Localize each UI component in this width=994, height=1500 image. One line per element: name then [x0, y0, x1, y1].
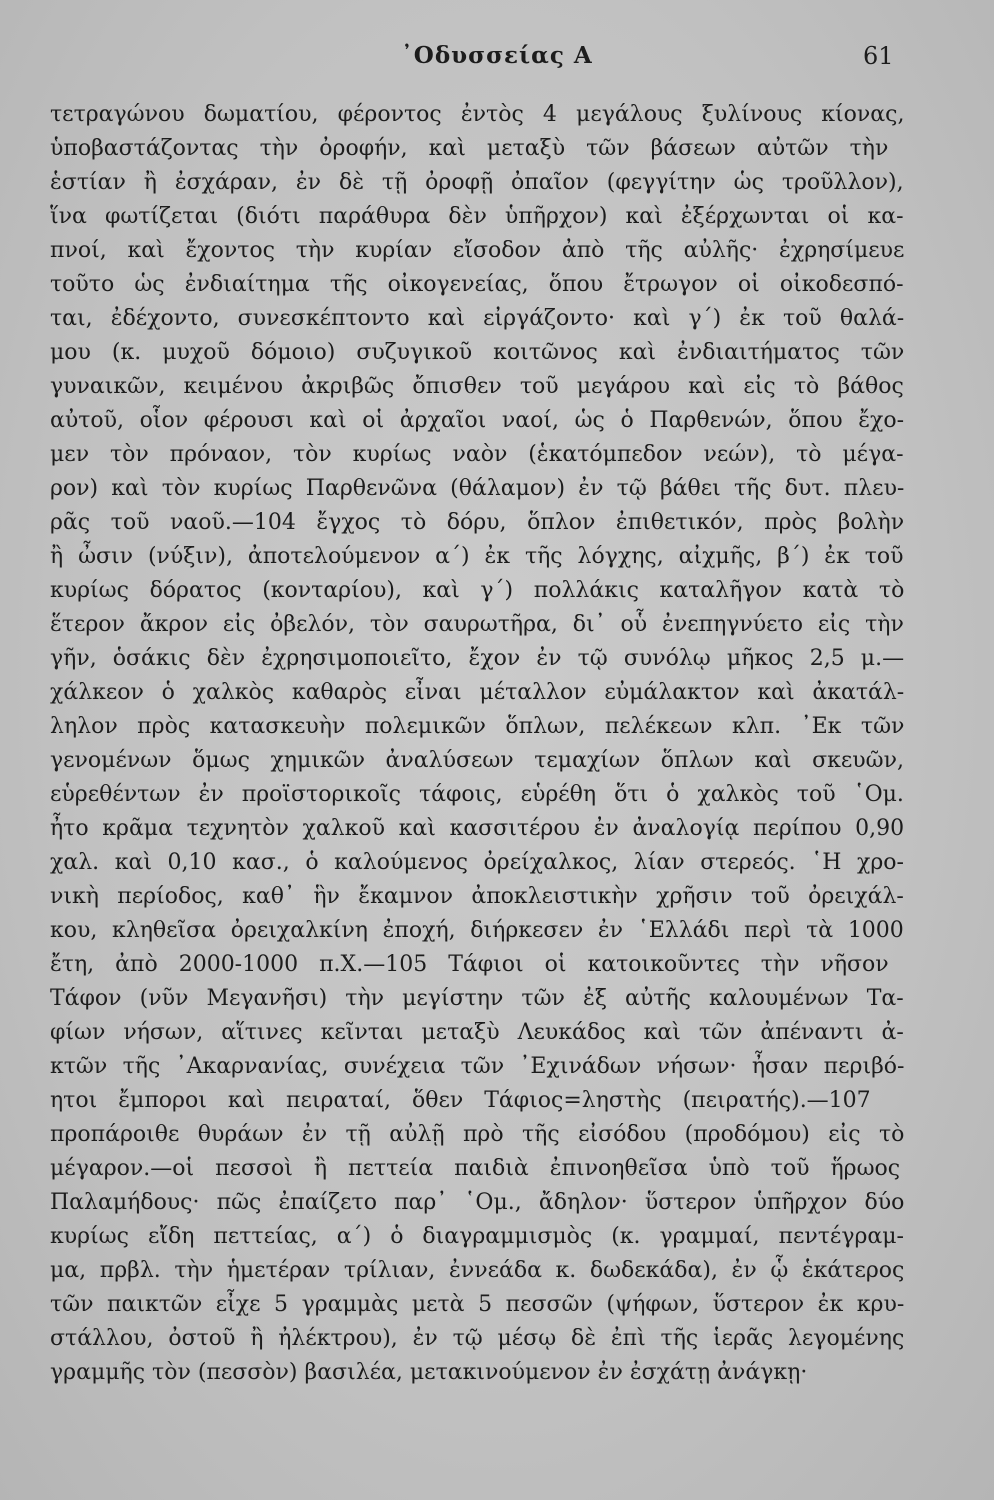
text-line: κτῶν τῆς ᾿Ακαρνανίας, συνέχεια τῶν ᾿Εχινάδων νήσων· ἦσαν περιβό- [50, 1054, 904, 1079]
text-line: ἔτη, ἀπὸ 2000-1000 π.Χ.—105 Τάφιοι οἱ κατοικοῦντες τὴν νῆσον [50, 952, 889, 977]
text-line: ἦτο κρᾶμα τεχνητὸν χαλκοῦ καὶ κασσιτέρου ἐν ἀναλογίᾳ περίπου 0,90 [50, 816, 904, 841]
text-line: κυρίως δόρατος (κονταρίου), καὶ γ΄) πολλάκις καταλῆγον κατὰ τὸ [50, 578, 904, 603]
text-line: ὑποβαστάζοντας τὴν ὀροφήν, καὶ μεταξὺ τῶν βάσεων αὐτῶν τὴν [50, 136, 889, 161]
text-line: χαλ. καὶ 0,10 κασ., ὁ καλούμενος ὀρείχαλκος, λίαν στερεός. ῾Η χρο- [50, 850, 904, 875]
text-line: μου (κ. μυχοῦ δόμοιο) συζυγικοῦ κοιτῶνος καὶ ἐνδιαιτήματος τῶν [50, 340, 904, 365]
text-line: μέγαρον.—οἱ πεσσοὶ ἢ πεττεία παιδιὰ ἐπινοηθεῖσα ὑπὸ τοῦ ἥρωος [50, 1156, 901, 1181]
text-line: ἵνα φωτίζεται (διότι παράθυρα δὲν ὑπῆρχον) καὶ ἐξέρχωνται οἱ κα- [50, 204, 904, 229]
page-number: 61 [863, 42, 894, 70]
text-line: γενομένων ὅμως χημικῶν ἀναλύσεων τεμαχίων ὅπλων καὶ σκευῶν, [50, 748, 904, 773]
text-line: εὑρεθέντων ἐν προϊστορικοῖς τάφοις, εὑρέθη ὅτι ὁ χαλκὸς τοῦ ῾Ομ. [50, 782, 904, 807]
text-line: πνοί, καὶ ἔχοντος τὴν κυρίαν εἴσοδον ἀπὸ τῆς αὐλῆς· ἐχρησίμευε [50, 238, 904, 263]
text-line: ρον) καὶ τὸν κυρίως Παρθενῶνα (θάλαμον) ἐν τῷ βάθει τῆς δυτ. πλευ- [50, 476, 904, 501]
text-line: γυναικῶν, κειμένου ἀκριβῶς ὄπισθεν τοῦ μεγάρου καὶ εἰς τὸ βάθος [50, 374, 904, 399]
text-line: νικὴ περίοδος, καθ᾿ ἣν ἔκαμνον ἀποκλειστικὴν χρῆσιν τοῦ ὀρειχάλ- [50, 884, 904, 909]
text-line: χάλκεον ὁ χαλκὸς καθαρὸς εἶναι μέταλλον εὐμάλακτον καὶ ἀκατάλ- [50, 680, 904, 705]
text-line: ται, ἐδέχοντο, συνεσκέπτοντο καὶ εἰργάζοντο· καὶ γ΄) ἐκ τοῦ θαλά- [50, 306, 904, 331]
text-line: τετραγώνου δωματίου, φέροντος ἐντὸς 4 μεγάλους ξυλίνους κίονας, [50, 102, 904, 127]
text-line: Παλαμήδους· πῶς ἐπαίζετο παρ᾿ ῾Ομ., ἄδηλον· ὕστερον ὑπῆρχον δύο [50, 1190, 904, 1215]
text-line: προπάροιθε θυράων ἐν τῇ αὐλῇ πρὸ τῆς εἰσόδου (προδόμου) εἰς τὸ [50, 1122, 904, 1147]
running-title: ᾿Οδυσσείας Α [401, 42, 593, 69]
text-line: φίων νήσων, αἵτινες κεῖνται μεταξὺ Λευκάδος καὶ τῶν ἀπέναντι ἀ- [50, 1020, 904, 1045]
text-line: ἢ ὦσιν (νύξιν), ἀποτελούμενον α΄) ἐκ τῆς λόγχης, αἰχμῆς, β΄) ἐκ τοῦ [50, 544, 904, 569]
text-line: ληλον πρὸς κατασκευὴν πολεμικῶν ὅπλων, πελέκεων κλπ. ᾿Εκ τῶν [50, 714, 904, 739]
text-line: μεν τὸν πρόναον, τὸν κυρίως ναὸν (ἑκατόμπεδον νεών), τὸ μέγα- [50, 442, 904, 467]
text-line: αὐτοῦ, οἷον φέρουσι καὶ οἱ ἀρχαῖοι ναοί, ὡς ὁ Παρθενών, ὅπου ἔχο- [50, 408, 904, 433]
text-line: κου, κληθεῖσα ὀρειχαλκίνη ἐποχή, διήρκεσεν ἐν ῾Ελλάδι περὶ τὰ 1000 [50, 918, 904, 943]
text-line: ἕτερον ἄκρον εἰς ὀβελόν, τὸν σαυρωτῆρα, δι᾿ οὗ ἐνεπηγνύετο εἰς τὴν [50, 612, 904, 637]
text-line: γραμμῆς τὸν (πεσσὸν) βασιλέα, μετακινούμενον ἐν ἐσχάτῃ ἀνάγκῃ· [50, 1360, 808, 1385]
text-line: ητοι ἔμποροι καὶ πειραταί, ὅθεν Τάφιος=ληστὴς (πειρατής).—107 [50, 1088, 871, 1113]
text-line: τοῦτο ὡς ἐνδιαίτημα τῆς οἰκογενείας, ὅπου ἔτρωγον οἱ οἰκοδεσπό- [50, 272, 904, 297]
text-line: ἑστίαν ἢ ἐσχάραν, ἐν δὲ τῇ ὀροφῇ ὀπαῖον (φεγγίτην ὡς τροῦλλον), [50, 170, 904, 195]
text-line: στάλλου, ὀστοῦ ἢ ἠλέκτρου), ἐν τῷ μέσῳ δὲ ἐπὶ τῆς ἱερᾶς λεγομένης [50, 1326, 904, 1351]
text-line: μα, πρβλ. τὴν ἡμετέραν τρίλιαν, ἐννεάδα κ. δωδεκάδα), ἐν ᾧ ἑκάτερος [50, 1258, 904, 1283]
text-line: Τάφον (νῦν Μεγανῆσι) τὴν μεγίστην τῶν ἐξ αὐτῆς καλουμένων Τα- [50, 986, 904, 1011]
text-line: τῶν παικτῶν εἶχε 5 γραμμὰς μετὰ 5 πεσσῶν (ψήφων, ὕστερον ἐκ κρυ- [50, 1292, 904, 1317]
text-line: ρᾶς τοῦ ναοῦ.—104 ἔγχος τὸ δόρυ, ὅπλον ἐπιθετικόν, πρὸς βολὴν [50, 510, 904, 535]
text-line: κυρίως εἴδη πεττείας, α΄) ὁ διαγραμμισμὸς (κ. γραμμαί, πεντέγραμ- [50, 1224, 904, 1249]
text-line: γῆν, ὁσάκις δὲν ἐχρησιμοποιεῖτο, ἔχον ἐν τῷ συνόλῳ μῆκος 2,5 μ.— [50, 646, 904, 671]
